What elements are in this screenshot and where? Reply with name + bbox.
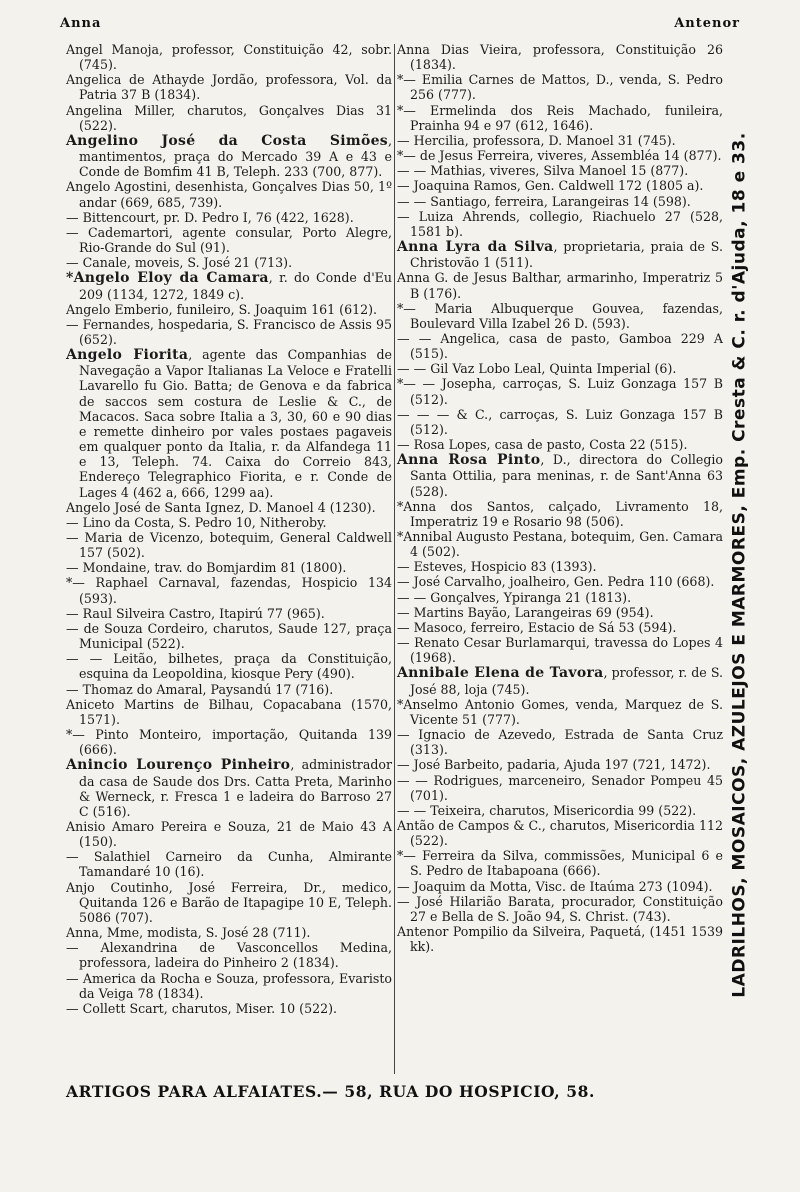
directory-entry: Antenor Pompilio da Silveira, Paquetá, (1451 1539 kk). [397, 924, 723, 955]
directory-entry: Anna Dias Vieira, professora, Constituição 26 (1834). [397, 42, 723, 73]
directory-entry: — Collett Scart, charutos, Miser. 10 (522). [66, 1000, 338, 1016]
directory-entry: — — Mathias, viveres, Silva Manoel 15 (877). [397, 163, 689, 179]
directory-entry: Antão de Campos & C., charutos, Misericordia 112 (522). [397, 817, 723, 849]
side-advertisement-text: LADRILHOS, MOSAICOS, AZULEJOS E MARMORES, Emp. Cresta & C. r. d'Ajuda, 18 e 33. [730, 132, 751, 998]
directory-entry: — Hercilia, professora, D. Manoel 31 (745). [397, 132, 676, 148]
directory-entry: — Luiza Ahrends, collegio, Riachuelo 27 (528, 1581 b). [397, 208, 723, 239]
directory-entry: — de Souza Cordeiro, charutos, Saude 127, praça Municipal (522). [66, 620, 392, 652]
directory-entry: — Esteves, Hospicio 83 (1393). [397, 559, 597, 575]
directory-entry: — — Gonçalves, Ypiranga 21 (1813). [397, 589, 632, 605]
directory-entry: Anincio Lourenço Pinheiro, administrador da casa de Saude dos Drs. Catta Preta, Marinho & Werneck, r. Fresca 1 e ladeira do Barroso 27 C (516). [66, 757, 392, 819]
directory-entry: — — Teixeira, charutos, Misericordia 99 (522). [397, 802, 697, 818]
directory-entry: Anjo Coutinho, José Ferreira, Dr., medico, Quitanda 126 e Barão de Itapagipe 10 E, Teleph. 5086 (707). [66, 879, 392, 925]
directory-entry: *Anna dos Santos, calçado, Livramento 18, Imperatriz 19 e Rosario 98 (506). [397, 498, 723, 529]
column-divider [394, 44, 395, 1074]
directory-entry: *— Raphael Carnaval, fazendas, Hospicio 134 (593). [66, 575, 392, 606]
directory-entry: — — Rodrigues, marceneiro, Senador Pompeu 45 (701). [397, 772, 723, 803]
page-header [60, 10, 740, 36]
directory-entry: — José Hilarião Barata, procurador, Constituição 27 e Bella de S. João 94, S. Christ. (743). [397, 893, 723, 924]
directory-entry: — Renato Cesar Burlamarqui, travessa do Lopes 4 (1968). [397, 635, 723, 666]
entry-name: Angelo Fiorita [66, 347, 189, 364]
right-column [397, 42, 723, 954]
directory-entry: — Mondaine, trav. do Bomjardim 81 (1800). [66, 560, 347, 576]
directory-entry: *— Pinto Monteiro, importação, Quitanda 139 (666). [66, 727, 392, 758]
directory-entry: — Lino da Costa, S. Pedro 10, Nitheroby. [66, 514, 327, 530]
directory-entry: — Martins Bayão, Larangeiras 69 (954). [397, 604, 654, 620]
entry-name: Angelino José da Costa Simões [66, 132, 388, 149]
directory-entry: — Bittencourt, pr. D. Pedro I, 76 (422, 1628). [66, 209, 354, 225]
directory-entry: — — — & C., carroças, S. Luiz Gonzaga 157 B (512). [397, 406, 723, 437]
directory-entry: *— de Jesus Ferreira, viveres, Assembléa 14 (877). [397, 148, 722, 164]
directory-entry: *— Ferreira da Silva, commissões, Municipal 6 e S. Pedro de Itabapoana (666). [397, 848, 723, 879]
directory-entry: *— Emilia Carnes de Mattos, D., venda, S. Pedro 256 (777). [397, 72, 723, 103]
directory-entry: Annibale Elena de Tavora, professor, r. de S. José 88, loja (745). [397, 665, 723, 697]
directory-entry: — Maria de Vicenzo, botequim, General Caldwell 157 (502). [66, 530, 392, 561]
directory-entry: — Ignacio de Azevedo, Estrada de Santa Cruz (313). [397, 727, 723, 758]
directory-entry: — Cademartori, agente consular, Porto Alegre, Rio-Grande do Sul (91). [66, 224, 392, 256]
directory-entry: — Rosa Lopes, casa de pasto, Costa 22 (515). [397, 437, 688, 453]
directory-entry: Angelo Agostini, desenhista, Gonçalves Dias 50, 1º andar (669, 685, 739). [66, 179, 392, 210]
directory-entry: Angelo Fiorita, agente das Companhias de Navegação a Vapor Italianas La Veloce e Fratelli Lavarello fu Gio. Batta; de Genova e da fabrica de saccos sem costura de Leslie & C., de Macacos. Saca sobre Italia a 3, 30, 60 e 90 dias e remette dinheiro por vales postaes pagaveis em qualquer ponto da Italia, r. da Alfandega 11 e 13, Teleph. 74. Caixa do Correio 843, Endereço Telegraphico Fiorita, e r. Conde de Lages 4 (462 a, 666, 1299 aa). [66, 347, 392, 500]
directory-entry: — Fernandes, hospedaria, S. Francisco de Assis 95 (652). [66, 316, 392, 347]
footer-advertisement: ARTIGOS PARA ALFAIATES.— 58, RUA DO HOSPICIO, 58. [66, 1082, 595, 1101]
directory-entry: — Raul Silveira Castro, Itapirú 77 (965). [66, 605, 325, 621]
entry-name: *Angelo Eloy da Camara [66, 270, 269, 287]
directory-entry: — Joaquina Ramos, Gen. Caldwell 172 (1805 a). [397, 178, 704, 194]
directory-entry: Angelo Emberio, funileiro, S. Joaquim 161 (612). [66, 301, 378, 317]
directory-entry: Angelo José de Santa Ignez, D. Manoel 4 (1230). [66, 499, 376, 515]
directory-entry: *— — Josepha, carroças, S. Luiz Gonzaga 157 B (512). [397, 376, 723, 407]
directory-entry: Anna G. de Jesus Balthar, armarinho, Imperatriz 5 B (176). [397, 270, 723, 301]
directory-entry: Angelica de Athayde Jordão, professora, Vol. da Patria 37 B (1834). [66, 72, 392, 103]
header-left-keyword: Anna [60, 15, 102, 31]
directory-entry: — Canale, moveis, S. José 21 (713). [66, 255, 293, 271]
directory-entry: — José Barbeito, padaria, Ajuda 197 (721, 1472). [397, 757, 711, 773]
directory-entry: — Alexandrina de Vasconcellos Medina, professora, ladeira do Pinheiro 2 (1834). [66, 940, 392, 971]
directory-entry: *— Ermelinda dos Reis Machado, funileira, Prainha 94 e 97 (612, 1646). [397, 102, 723, 133]
directory-entry: *Anselmo Antonio Gomes, venda, Marquez de S. Vicente 51 (777). [397, 696, 723, 727]
directory-entry: Anna Rosa Pinto, D., directora do Collegio Santa Ottilia, para meninas, r. de Sant'Anna 63 (528). [397, 452, 724, 499]
directory-entry: — Salathiel Carneiro da Cunha, Almirante Tamandaré 10 (16). [66, 849, 392, 880]
directory-entry: Angel Manoja, professor, Constituição 42, sobr. (745). [66, 42, 392, 73]
entry-name: Anincio Lourenço Pinheiro [66, 757, 291, 774]
directory-entry: Angelina Miller, charutos, Gonçalves Dias 31 (522). [66, 102, 392, 133]
directory-entry: Anna, Mme, modista, S. José 28 (711). [66, 925, 311, 941]
directory-entry: — Joaquim da Motta, Visc. de Itaúma 273 (1094). [397, 878, 713, 894]
directory-entry: *— Maria Albuquerque Gouvea, fazendas, Boulevard Villa Izabel 26 D. (593). [397, 300, 723, 331]
directory-entry: — — Angelica, casa de pasto, Gamboa 229 A (515). [397, 330, 723, 362]
directory-entry: Anna Lyra da Silva, proprietaria, praia de S. Christovão 1 (511). [397, 239, 723, 271]
directory-entry: *Annibal Augusto Pestana, botequim, Gen. Camara 4 (502). [397, 529, 723, 560]
entry-name: Anna Lyra da Silva [397, 239, 554, 256]
directory-entry: — Thomaz do Amaral, Paysandú 17 (716). [66, 681, 334, 697]
entry-name: Annibale Elena de Tavora [397, 665, 604, 682]
entry-name: Anna Rosa Pinto [397, 452, 541, 469]
header-right-keyword: Antenor [674, 15, 740, 31]
directory-entry: — America da Rocha e Souza, professora, Evaristo da Veiga 78 (1834). [66, 970, 392, 1001]
directory-entry: — José Carvalho, joalheiro, Gen. Pedra 110 (668). [397, 574, 715, 590]
directory-entry: Angelino José da Costa Simões, mantimentos, praça do Mercado 39 A e 43 e Conde de Bomfim 41 B, Teleph. 233 (700, 877). [66, 132, 392, 180]
directory-entry: *Angelo Eloy da Camara, r. do Conde d'Eu 209 (1134, 1272, 1849 c). [66, 270, 392, 302]
left-column [66, 42, 392, 1016]
directory-entry: — — Leitão, bilhetes, praça da Constituição, esquina da Leopoldina, kiosque Pery (490). [66, 651, 392, 682]
directory-entry: — — Gil Vaz Lobo Leal, Quinta Imperial (6). [397, 361, 677, 377]
directory-entry: Aniceto Martins de Bilhau, Copacabana (1570, 1571). [66, 696, 392, 727]
side-advertisement [727, 60, 753, 1070]
directory-entry: — — Santiago, ferreira, Larangeiras 14 (598). [397, 193, 691, 209]
directory-entry: — Masoco, ferreiro, Estacio de Sá 53 (594). [397, 619, 677, 635]
directory-entry: Anisio Amaro Pereira e Souza, 21 de Maio 43 A (150). [66, 818, 392, 850]
